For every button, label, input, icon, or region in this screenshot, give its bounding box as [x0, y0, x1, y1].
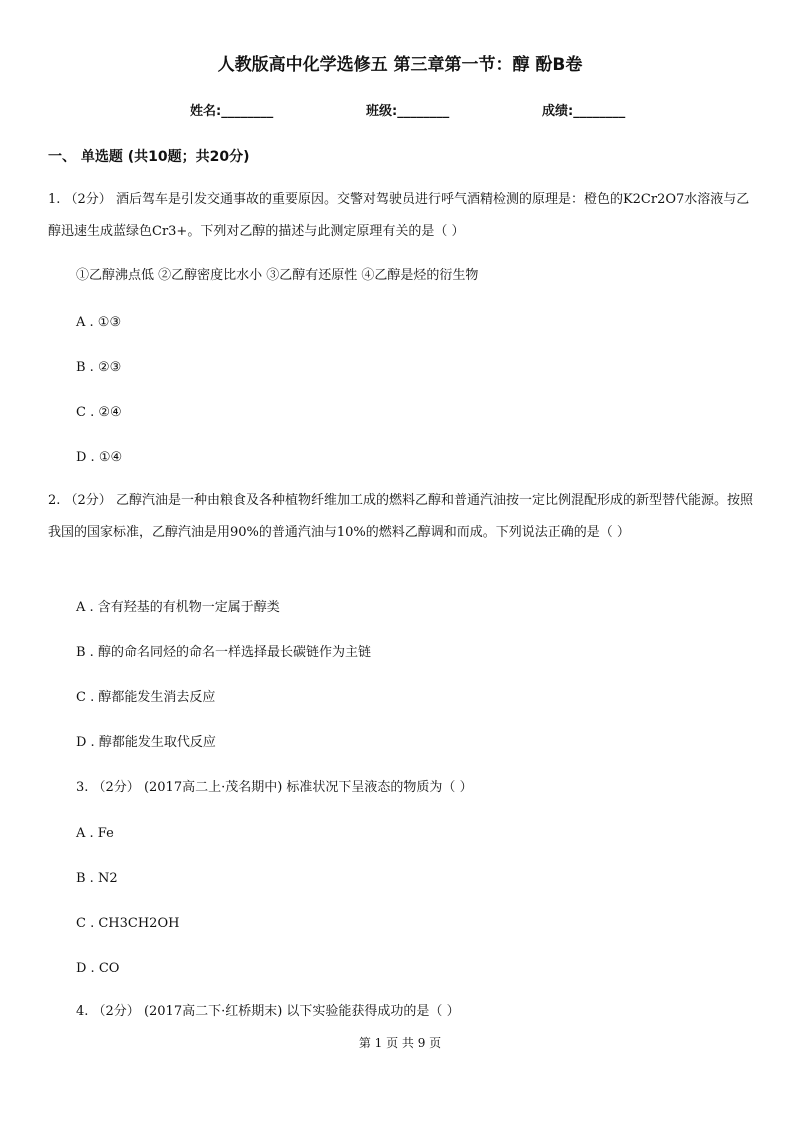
question-1-statements: ①乙醇沸点低 ②乙醇密度比水小 ③乙醇有还原性 ④乙醇是烃的衍生物 — [76, 268, 479, 283]
question-3-option-c[interactable]: C . CH3CH2OH — [76, 916, 180, 931]
question-3-text: 3. （2分） (2017高二上·茂名期中) 标准状况下呈液态的物质为（ ） — [76, 780, 473, 795]
question-1-text: 1. （2分） 酒后驾车是引发交通事故的重要原因。交警对驾驶员进行呼气酒精检测的原理是：橙色的K2Cr2O7水溶液与乙醇迅速生成蓝绿色Cr3+。下列对乙醇的描述与此测定原理有关的是（ ） — [48, 192, 750, 239]
question-2-option-d[interactable]: D . 醇都能发生取代反应 — [76, 735, 216, 750]
question-1-option-a[interactable]: A . ①③ — [76, 315, 122, 330]
name-field: 姓名:________ — [190, 104, 274, 119]
page-number: 第 1 页 共 9 页 — [358, 1036, 442, 1050]
question-2-option-b[interactable]: B . 醇的命名同烃的命名一样选择最长碳链作为主链 — [76, 645, 371, 660]
question-3-option-a[interactable]: A . Fe — [76, 826, 114, 841]
question-3-option-b[interactable]: B . N2 — [76, 871, 118, 886]
question-1-option-d[interactable]: D . ①④ — [76, 450, 123, 465]
question-2-option-a[interactable]: A . 含有羟基的有机物一定属于醇类 — [76, 600, 280, 615]
class-field: 班级:________ — [366, 104, 450, 119]
question-1-option-b[interactable]: B . ②③ — [76, 360, 122, 375]
page-title: 人教版高中化学选修五 第三章第一节：醇 酚B卷 — [217, 55, 583, 75]
question-1-option-c[interactable]: C . ②④ — [76, 405, 122, 420]
question-3-option-d[interactable]: D . CO — [76, 961, 120, 976]
question-2-option-c[interactable]: C . 醇都能发生消去反应 — [76, 690, 216, 705]
section-heading: 一、 单选题 (共10题；共20分) — [48, 149, 250, 165]
question-4-text: 4. （2分） (2017高二下·红桥期末) 以下实验能获得成功的是（ ） — [76, 1004, 460, 1019]
score-field: 成绩:________ — [542, 104, 626, 119]
question-2-text: 2. （2分） 乙醇汽油是一种由粮食及各种植物纤维加工成的燃料乙醇和普通汽油按一定比例混配形成的新型替代能源。按照我国的国家标准，乙醇汽油是用90%的普通汽油与10%的燃料乙醇调和而成。下列说法正确的是（ ） — [48, 493, 753, 540]
